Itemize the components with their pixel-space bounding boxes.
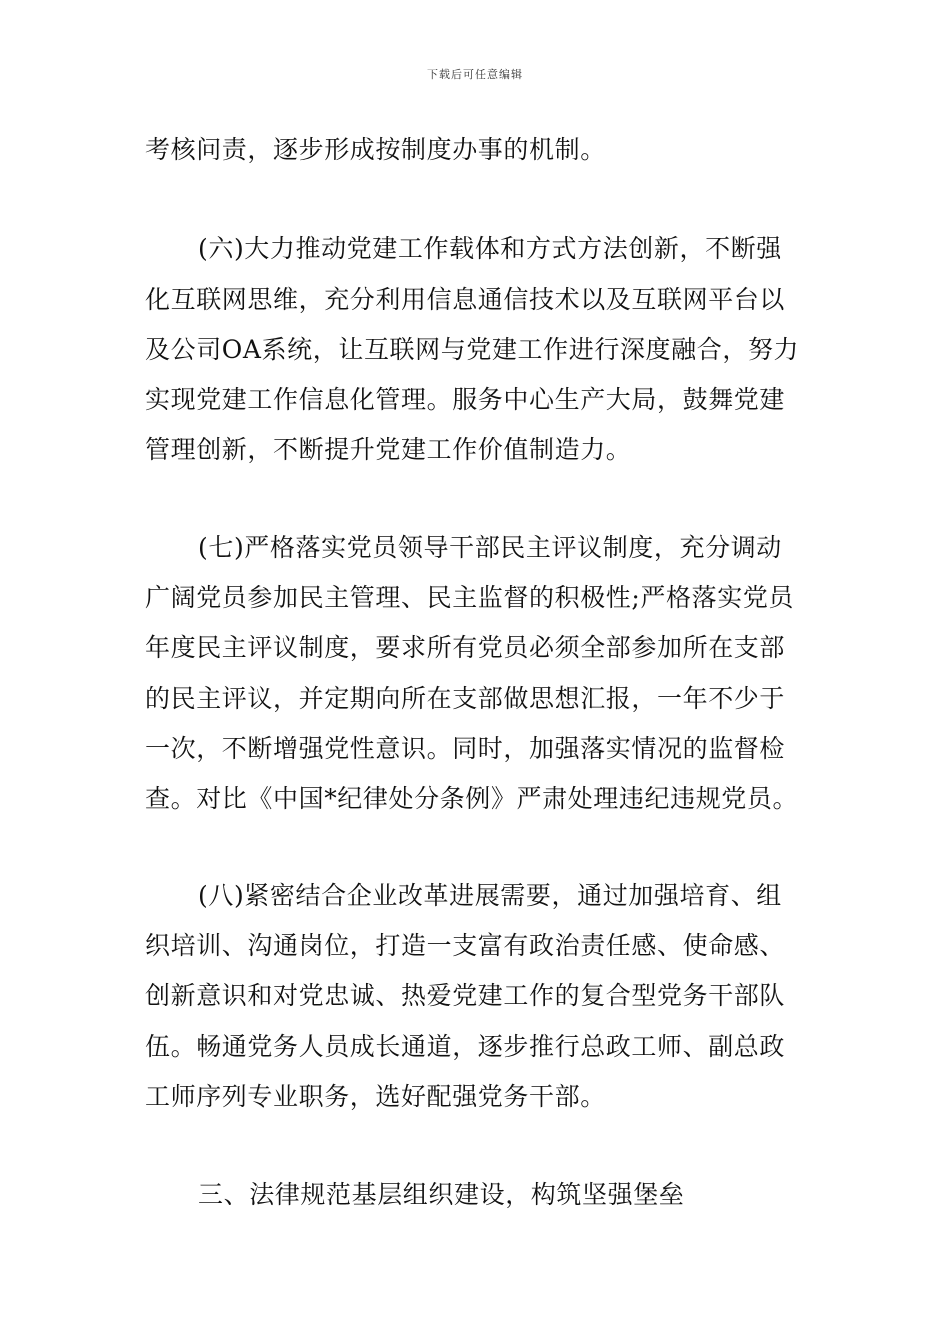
paragraph-line: (六)大力推动党建工作载体和方式方法创新，不断强 (198, 234, 782, 263)
paragraph-line: 及公司OA系统，让互联网与党建工作进行深度融合，努力 (145, 335, 800, 364)
paragraph-line: 考核问责，逐步形成按制度办事的机制。 (145, 135, 606, 164)
section-heading: 三、法律规范基层组织建设，构筑坚强堡垒 (198, 1180, 685, 1209)
paragraph-line: 年度民主评议制度，要求所有党员必须全部参加所在支部 (145, 633, 786, 662)
paragraph-line: 伍。畅通党务人员成长通道，逐步推行总政工师、副总政 (145, 1032, 786, 1061)
paragraph-line: 化互联网思维，充分利用信息通信技术以及互联网平台以 (145, 285, 786, 314)
paragraph-line: 创新意识和对党忠诚、热爱党建工作的复合型党务干部队 (145, 981, 786, 1010)
paragraph-line: 一次，不断增强党性意识。同时，加强落实情况的监督检 (145, 734, 786, 763)
paragraph-line: 工师序列专业职务，选好配强党务干部。 (145, 1082, 606, 1111)
paragraph-line: 织培训、沟通岗位，打造一支富有政治责任感、使命感、 (145, 931, 786, 960)
paragraph-line: 实现党建工作信息化管理。服务中心生产大局，鼓舞党建 (145, 385, 786, 414)
paragraph-line: 查。对比《中国*纪律处分条例》严肃处理违纪违规党员。 (145, 784, 799, 813)
paragraph-line: 管理创新，不断提升党建工作价值制造力。 (145, 435, 632, 464)
paragraph-line: (七)严格落实党员领导干部民主评议制度，充分调动 (198, 533, 782, 562)
paragraph-line: 广阔党员参加民主管理、民主监督的积极性;严格落实党员 (145, 583, 795, 612)
paragraph-line: (八)紧密结合企业改革进展需要，通过加强培育、组 (198, 881, 782, 910)
page-header: 下载后可任意编辑 (427, 68, 523, 81)
paragraph-line: 的民主评议，并定期向所在支部做思想汇报，一年不少于 (145, 684, 786, 713)
